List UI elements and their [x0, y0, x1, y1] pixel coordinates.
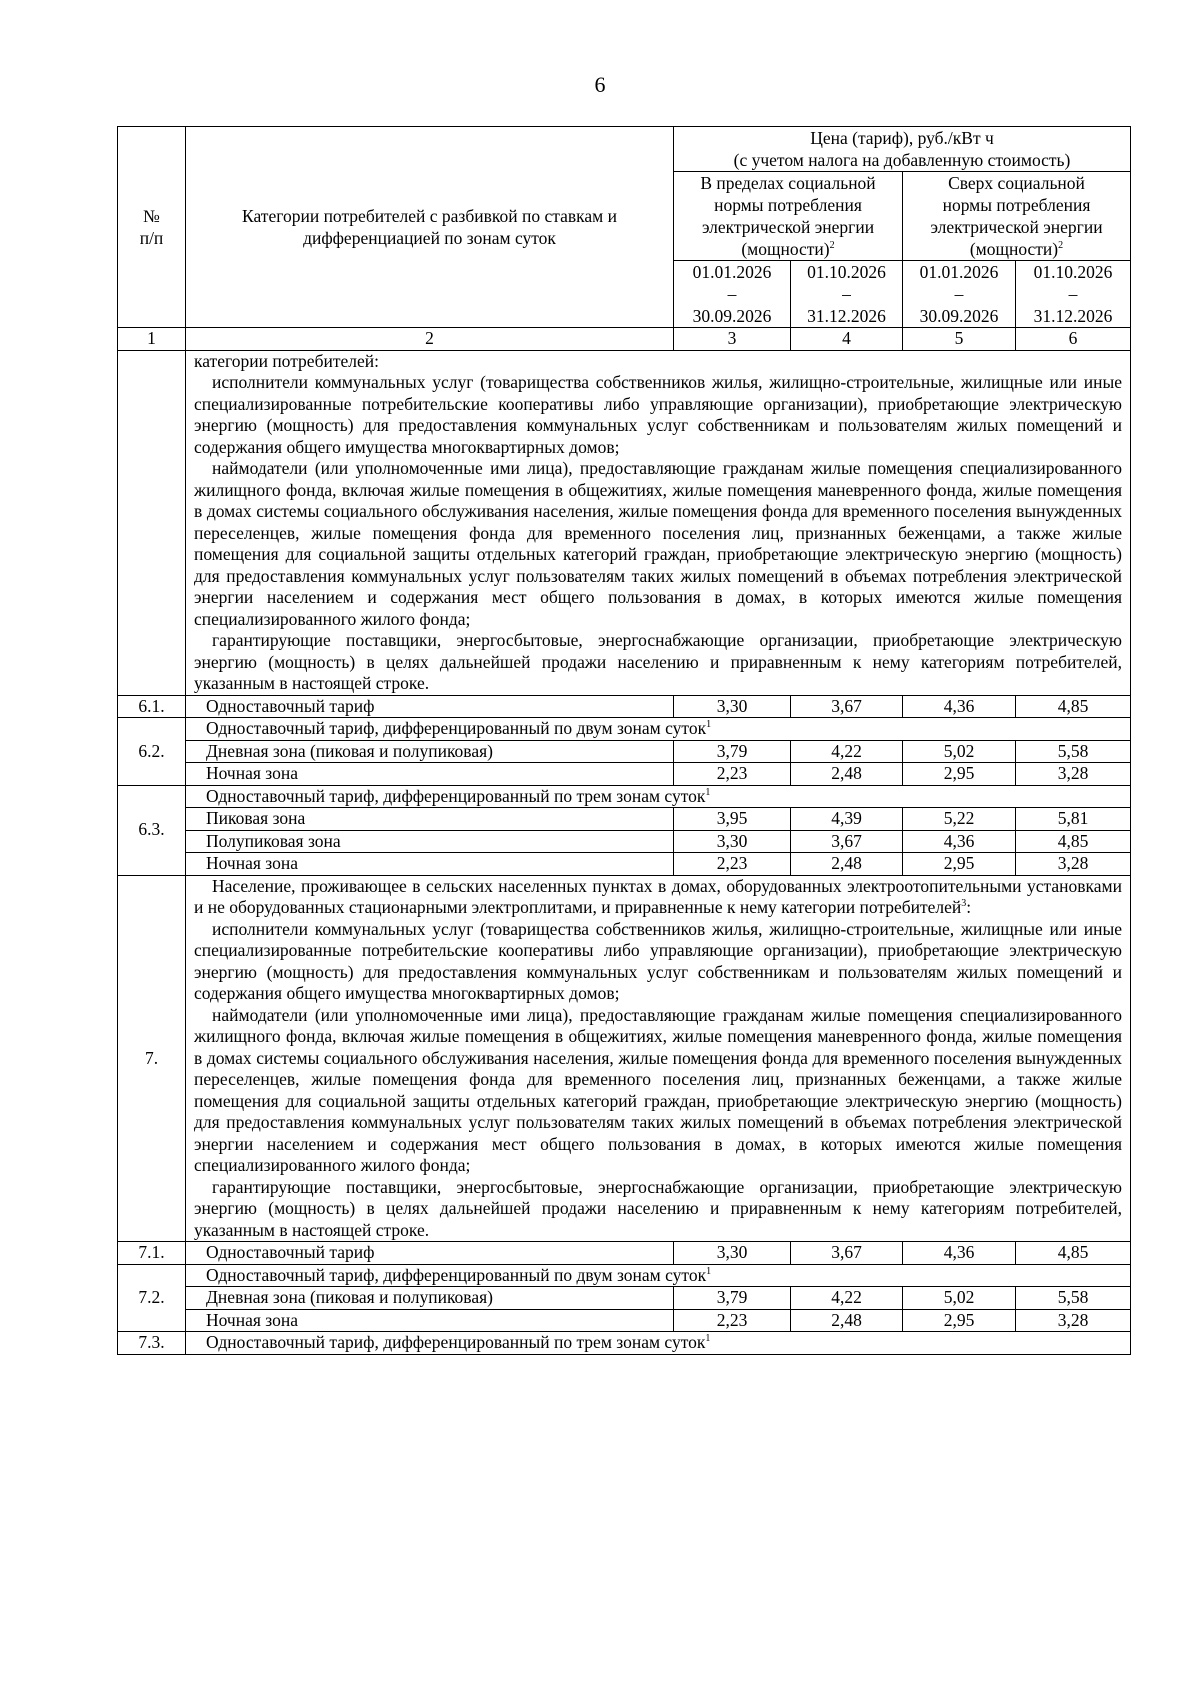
row-label: Ночная зона	[186, 1309, 674, 1332]
price-cell: 4,85	[1016, 830, 1131, 853]
column-numbers-row	[118, 328, 1131, 351]
header-category: Категории потребителей с разбивкой по ставкам и дифференциацией по зонам суток	[186, 127, 674, 328]
price-cell: 5,22	[903, 808, 1016, 831]
section-6-description: категории потребителей: исполнители коммунальных услуг (товарищества собственников жилья, жилищно-строительные, жилищные или иные специализированные потребительские кооперативы либо управляющие организации), приобретающие электрическую энергию (мощность) для предоставления коммунальных услуг собственникам и пользователям жилых помещений и содержания общего имущества многоквартирных домов; наймодатели (или уполномоченные ими лица), предоставляющие гражданам жилые помещения специализированного жилищного фонда, включая жилые помещения в общежитиях, жилые помещения маневренного фонда, жилые помещения в домах системы социального обслуживания населения, жилые помещения фонда для временного поселения вынужденных переселенцев, жилые помещения фонда для временного поселения лиц, признанных беженцами, а также жилые помещения для социальной защиты отдельных категорий граждан, приобретающие электрическую энергию (мощность) для предоставления коммунальных услуг пользователям таких жилых помещений в объемах потребления электрической энергии населением и содержания мест общего пользования в домах, в которых имеются жилые помещения специализированного жилого фонда; гарантирующие поставщики, энергосбытовые, энергоснабжающие организации, приобретающие электрическую энергию (мощность) в целях дальнейшей продажи населению и приравненным к нему категориям потребителей, указанным в настоящей строке.	[186, 350, 1131, 695]
price-cell: 4,36	[903, 695, 1016, 718]
price-cell: 4,36	[903, 830, 1016, 853]
table-row	[118, 763, 1131, 786]
section-7-description: Население, проживающее в сельских населенных пунктах в домах, оборудованных электроотопительными установками и не оборудованных стационарными электроплитами, и приравненные к нему категории потребителей$^3$: исполнители коммунальных услуг (товарищества собственников жилья, жилищно-строительные, жилищные или иные специализированные потребительские кооперативы либо управляющие организации), приобретающие электрическую энергию (мощность) для предоставления коммунальных услуг собственникам и пользователям жилых помещений и содержания общего имущества многоквартирных домов; наймодатели (или уполномоченные ими лица), предоставляющие гражданам жилые помещения специализированного жилищного фонда, включая жилые помещения в общежитиях, жилые помещения маневренного фонда, жилые помещения в домах системы социального обслуживания населения, жилые помещения фонда для временного поселения вынужденных переселенцев, жилые помещения фонда для временного поселения лиц, признанных беженцами, а также жилые помещения для социальной защиты отдельных категорий граждан, приобретающие электрическую энергию (мощность) для предоставления коммунальных услуг пользователям таких жилых помещений в объемах потребления электрической энергии населением и содержания мест общего пользования в домах, в которых имеются жилые помещения специализированного жилого фонда; гарантирующие поставщики, энергосбытовые, энергоснабжающие организации, приобретающие электрическую энергию (мощность) в целях дальнейшей продажи населению и приравненным к нему категориям потребителей, указанным в настоящей строке.	[186, 875, 1131, 1242]
table-row	[118, 695, 1131, 718]
price-cell: 4,22	[791, 1287, 903, 1310]
period-1: 01.01.2026 – 30.09.2026	[674, 261, 791, 328]
row-title: Одноставочный тариф, дифференцированный по трем зонам суток$^1$	[186, 1332, 1131, 1355]
row-label: Одноставочный тариф	[186, 695, 674, 718]
price-cell: 3,30	[674, 695, 791, 718]
header-num: № п/п	[118, 127, 186, 328]
table-row	[118, 1242, 1131, 1265]
row-label: Ночная зона	[186, 853, 674, 876]
table-row	[118, 718, 1131, 741]
price-cell: 2,48	[791, 1309, 903, 1332]
table-row	[118, 785, 1131, 808]
price-cell: 3,30	[674, 830, 791, 853]
price-cell: 4,85	[1016, 1242, 1131, 1265]
col-number: 2	[186, 328, 674, 351]
price-cell: 4,39	[791, 808, 903, 831]
row-number: 7.2.	[118, 1264, 186, 1332]
col-number: 6	[1016, 328, 1131, 351]
price-cell: 2,23	[674, 853, 791, 876]
table-row	[118, 1264, 1131, 1287]
price-cell: 5,81	[1016, 808, 1131, 831]
table-row	[118, 740, 1131, 763]
price-cell: 3,28	[1016, 853, 1131, 876]
price-cell: 3,67	[791, 830, 903, 853]
row-label: Дневная зона (пиковая и полупиковая)	[186, 1287, 674, 1310]
header-above-norm: Сверх социальной нормы потребления электрической энергии (мощности)$^2$	[903, 172, 1131, 261]
price-cell: 2,23	[674, 1309, 791, 1332]
row-number: 7.3.	[118, 1332, 186, 1355]
row-label: Дневная зона (пиковая и полупиковая)	[186, 740, 674, 763]
header-row-1	[118, 127, 1131, 172]
table-row	[118, 1309, 1131, 1332]
col-number: 3	[674, 328, 791, 351]
row-number	[118, 350, 186, 695]
col-number: 4	[791, 328, 903, 351]
row-label: Одноставочный тариф	[186, 1242, 674, 1265]
price-cell: 3,67	[791, 1242, 903, 1265]
price-cell: 4,85	[1016, 695, 1131, 718]
table-row	[118, 1287, 1131, 1310]
row-label: Полупиковая зона	[186, 830, 674, 853]
price-cell: 5,02	[903, 740, 1016, 763]
table-row	[118, 808, 1131, 831]
row-number: 7.	[118, 875, 186, 1242]
price-cell: 5,02	[903, 1287, 1016, 1310]
row-number: 6.3.	[118, 785, 186, 875]
section-7-description-row	[118, 875, 1131, 1242]
table-row	[118, 1332, 1131, 1355]
price-cell: 3,67	[791, 695, 903, 718]
page-number: 6	[594, 72, 606, 97]
row-title: Одноставочный тариф, дифференцированный по двум зонам суток$^1$	[186, 1264, 1131, 1287]
price-cell: 2,95	[903, 853, 1016, 876]
section-6-description-row	[118, 350, 1131, 695]
row-number: 7.1.	[118, 1242, 186, 1265]
price-cell: 2,95	[903, 1309, 1016, 1332]
price-cell: 3,79	[674, 1287, 791, 1310]
period-2: 01.10.2026 – 31.12.2026	[791, 261, 903, 328]
row-title: Одноставочный тариф, дифференцированный по двум зонам суток$^1$	[186, 718, 1131, 741]
row-number: 6.2.	[118, 718, 186, 786]
tariff-table	[117, 126, 1131, 1355]
price-cell: 3,30	[674, 1242, 791, 1265]
price-cell: 2,48	[791, 853, 903, 876]
row-label: Ночная зона	[186, 763, 674, 786]
price-cell: 3,79	[674, 740, 791, 763]
price-cell: 5,58	[1016, 1287, 1131, 1310]
header-within-norm: В пределах социальной нормы потребления электрической энергии (мощности)$^2$	[674, 172, 903, 261]
row-label: Пиковая зона	[186, 808, 674, 831]
price-cell: 2,23	[674, 763, 791, 786]
header-price-title: Цена (тариф), руб./кВт ч (с учетом налога на добавленную стоимость)	[674, 127, 1131, 172]
price-cell: 5,58	[1016, 740, 1131, 763]
price-cell: 4,36	[903, 1242, 1016, 1265]
period-4: 01.10.2026 – 31.12.2026	[1016, 261, 1131, 328]
price-cell: 2,95	[903, 763, 1016, 786]
price-cell: 3,28	[1016, 763, 1131, 786]
price-cell: 3,28	[1016, 1309, 1131, 1332]
price-cell: 4,22	[791, 740, 903, 763]
price-cell: 3,95	[674, 808, 791, 831]
table-row	[118, 853, 1131, 876]
period-3: 01.01.2026 – 30.09.2026	[903, 261, 1016, 328]
price-cell: 2,48	[791, 763, 903, 786]
table-row	[118, 830, 1131, 853]
col-number: 5	[903, 328, 1016, 351]
col-number: 1	[118, 328, 186, 351]
row-title: Одноставочный тариф, дифференцированный по трем зонам суток$^1$	[186, 785, 1131, 808]
row-number: 6.1.	[118, 695, 186, 718]
